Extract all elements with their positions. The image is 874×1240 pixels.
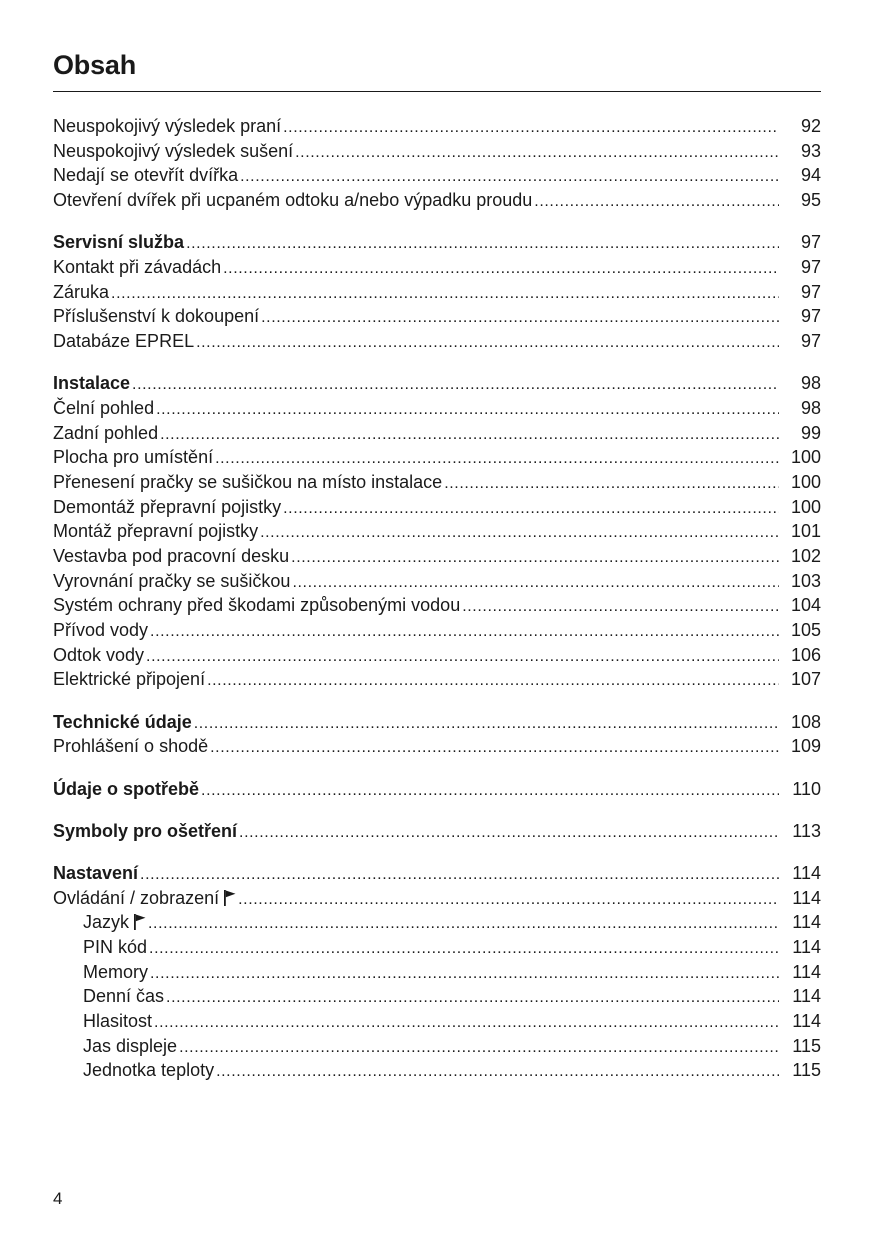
toc-entry-text: Otevření dvířek při ucpaném odtoku a/nebo výpadku proudu [53, 190, 533, 211]
toc-entry-text: Technické údaje [53, 711, 192, 732]
flag-icon [224, 890, 236, 906]
dot-leader [462, 595, 779, 620]
dot-leader [186, 232, 779, 257]
toc-entry-label [53, 255, 221, 280]
toc-page-number: 110 [792, 778, 821, 799]
toc-page-number: 114 [792, 887, 821, 908]
toc-section-heading[interactable] [53, 819, 821, 844]
toc-entry-label [53, 114, 281, 139]
toc-group [53, 371, 821, 692]
toc-entry-text: Symboly pro ošetření [53, 820, 238, 841]
toc-entry-text: Jas displeje [83, 1035, 178, 1056]
toc-group [53, 114, 821, 213]
toc-entry-text: Servisní služba [53, 232, 185, 253]
toc-entry[interactable] [53, 643, 821, 668]
toc-entry-text: Odtok vody [53, 644, 145, 665]
toc-entry-label [53, 593, 460, 618]
toc-entry[interactable] [53, 569, 821, 594]
toc-entry[interactable] [53, 984, 821, 1009]
toc-section-heading[interactable] [53, 861, 821, 886]
toc-entry-text: Přenesení pračky se sušičkou na místo instalace [53, 471, 443, 492]
toc-entry-text: Přívod vody [53, 620, 149, 641]
toc-entry-label [53, 569, 290, 594]
page-title: Obsah [53, 50, 137, 80]
toc-page-number: 97 [800, 232, 821, 253]
toc-page-number: 97 [800, 331, 821, 351]
toc-entry-text: Jednotka teploty [83, 1060, 215, 1081]
toc-page-number: 115 [792, 1060, 821, 1081]
toc-section-heading[interactable] [53, 777, 821, 802]
toc-page-number: 97 [800, 306, 821, 327]
dot-leader [156, 398, 779, 423]
toc-entry-label [53, 519, 258, 544]
toc-page-number: 93 [800, 140, 821, 161]
toc-section-heading[interactable] [53, 371, 821, 396]
dot-leader [534, 190, 779, 215]
toc-page-number: 101 [790, 521, 821, 542]
table-of-contents [53, 114, 821, 1083]
toc-entry[interactable] [53, 188, 821, 213]
toc-page-number: 114 [792, 912, 821, 933]
toc-entry-text: Databáze EPREL [53, 331, 195, 351]
toc-entry[interactable] [53, 1034, 821, 1059]
flag-icon [134, 914, 146, 930]
dot-leader [194, 712, 779, 737]
toc-entry-text: Ovládání / zobrazení [53, 887, 220, 908]
toc-section-heading[interactable] [53, 230, 821, 255]
toc-entry-text: Příslušenství k dokoupení [53, 306, 260, 327]
page-number: 4 [53, 1189, 63, 1208]
dot-leader [292, 571, 779, 596]
dot-leader [132, 373, 779, 398]
toc-entry-text: Prohlášení o shodě [53, 736, 209, 757]
toc-entry-label [53, 470, 442, 495]
dot-leader [283, 116, 779, 141]
toc-entry[interactable] [53, 667, 821, 692]
dot-leader [291, 546, 779, 571]
dot-leader [150, 620, 779, 645]
toc-group [53, 710, 821, 759]
toc-entry-label [53, 734, 208, 759]
toc-entry-text: Elektrické připojení [53, 669, 206, 690]
toc-page-number: 100 [790, 447, 821, 468]
toc-entry-text: Systém ochrany před škodami způsobenými vodou [53, 595, 461, 616]
toc-entry-text: Nedají se otevřít dvířka [53, 165, 239, 186]
toc-entry-label [53, 861, 138, 886]
toc-entry[interactable] [53, 421, 821, 446]
toc-entry-text: Denní čas [83, 986, 165, 1007]
toc-page-number: 102 [790, 546, 821, 566]
toc-page-number: 92 [800, 116, 821, 136]
title-divider [53, 91, 821, 92]
toc-entry-label [83, 935, 147, 960]
dot-leader [210, 736, 779, 761]
dot-leader [166, 986, 779, 1011]
toc-entry[interactable] [53, 886, 821, 911]
toc-entry-text: Plocha pro umístění [53, 447, 214, 468]
toc-entry-label [53, 667, 205, 692]
toc-entry-text: Memory [83, 961, 149, 982]
toc-entry-text: PIN kód [83, 936, 148, 957]
toc-entry[interactable] [53, 618, 821, 643]
toc-entry[interactable] [53, 114, 821, 139]
toc-entry-label [53, 819, 237, 844]
toc-entry-text: Hlasitost [83, 1011, 153, 1031]
toc-entry-text: Vestavba pod pracovní desku [53, 546, 290, 566]
toc-entry-label [53, 495, 281, 520]
toc-page-number: 97 [800, 256, 821, 277]
dot-leader [240, 165, 779, 190]
dot-leader [238, 888, 779, 913]
toc-entry-label [53, 886, 236, 911]
toc-entry-text: Zadní pohled [53, 422, 159, 443]
toc-entry[interactable] [53, 304, 821, 329]
toc-entry-label [83, 984, 164, 1009]
toc-entry[interactable] [53, 593, 821, 618]
dot-leader [207, 669, 779, 694]
dot-leader [260, 521, 779, 546]
toc-entry-label [53, 371, 130, 396]
dot-leader [283, 497, 779, 522]
toc-entry-label [53, 777, 199, 802]
toc-page-number: 94 [800, 165, 821, 186]
toc-page-number: 104 [790, 595, 821, 616]
toc-entry-label [53, 304, 259, 329]
toc-entry-label [83, 1009, 152, 1034]
toc-entry-label [53, 618, 148, 643]
dot-leader [160, 423, 779, 448]
toc-entry[interactable] [53, 734, 821, 759]
toc-page-number: 97 [800, 281, 821, 302]
toc-entry[interactable] [53, 396, 821, 421]
toc-entry-label [53, 544, 289, 569]
toc-entry-label [53, 280, 109, 305]
toc-entry[interactable] [53, 935, 821, 960]
toc-page-number: 98 [800, 373, 821, 394]
toc-group [53, 819, 821, 844]
dot-leader [146, 645, 779, 670]
toc-entry-text: Instalace [53, 373, 131, 394]
toc-entry-label [53, 643, 144, 668]
toc-entry[interactable] [53, 495, 821, 520]
toc-entry-label [83, 1034, 177, 1059]
toc-entry-label [53, 230, 184, 255]
toc-entry[interactable] [53, 329, 821, 354]
toc-page-number: 103 [790, 570, 821, 591]
toc-page-number: 108 [790, 711, 821, 732]
dot-leader [223, 257, 779, 282]
toc-entry[interactable] [53, 1009, 821, 1034]
dot-leader [148, 912, 779, 937]
toc-group [53, 777, 821, 802]
dot-leader [201, 779, 779, 804]
toc-entry[interactable] [53, 255, 821, 280]
dot-leader [215, 447, 779, 472]
toc-entry[interactable] [53, 910, 821, 935]
dot-leader [216, 1060, 779, 1085]
toc-entry-text: Vyrovnání pračky se sušičkou [53, 570, 291, 591]
dot-leader [261, 306, 779, 331]
dot-leader [239, 821, 779, 846]
dot-leader [444, 472, 779, 497]
toc-entry-text: Jazyk [83, 912, 130, 933]
toc-entry-text: Montáž přepravní pojistky [53, 521, 259, 542]
toc-entry-text: Neuspokojivý výsledek praní [53, 116, 282, 136]
toc-page-number: 115 [792, 1035, 821, 1056]
dot-leader [295, 141, 779, 166]
toc-entry-label [83, 960, 148, 985]
toc-entry-text: Kontakt při závadách [53, 256, 222, 277]
toc-entry[interactable] [53, 544, 821, 569]
toc-entry-label [53, 163, 238, 188]
toc-page-number: 98 [800, 397, 821, 418]
dot-leader [150, 962, 779, 987]
toc-page-number: 114 [792, 986, 821, 1007]
toc-group [53, 230, 821, 353]
dot-leader [154, 1011, 779, 1036]
toc-entry-text: Neuspokojivý výsledek sušení [53, 140, 294, 161]
toc-page-number: 114 [792, 862, 821, 883]
dot-leader [111, 282, 779, 307]
toc-page-number: 107 [790, 669, 821, 690]
toc-entry-label [83, 910, 146, 935]
toc-entry-label [53, 139, 293, 164]
toc-page-number: 100 [790, 496, 821, 517]
dot-leader [196, 331, 779, 356]
toc-entry-label [53, 188, 532, 213]
toc-entry-text: Nastavení [53, 862, 139, 883]
toc-entry[interactable] [53, 280, 821, 305]
toc-entry[interactable] [53, 163, 821, 188]
toc-page-number: 114 [792, 936, 821, 957]
toc-entry-text: Čelní pohled [53, 397, 155, 418]
toc-page-number: 109 [790, 736, 821, 757]
toc-page-number: 105 [790, 620, 821, 641]
toc-page-number: 114 [792, 961, 821, 982]
toc-entry-label [53, 710, 192, 735]
toc-page-number: 99 [800, 422, 821, 443]
toc-entry[interactable] [53, 445, 821, 470]
toc-page-number: 106 [790, 644, 821, 665]
toc-page-number: 114 [792, 1011, 821, 1031]
toc-group [53, 861, 821, 1083]
toc-entry-label [53, 396, 154, 421]
toc-entry-label [83, 1058, 214, 1083]
toc-page-number: 100 [790, 471, 821, 492]
dot-leader [149, 937, 779, 962]
toc-page-number: 95 [800, 190, 821, 211]
toc-page-number: 113 [792, 820, 821, 841]
toc-entry[interactable] [53, 1058, 821, 1083]
dot-leader [140, 863, 779, 888]
toc-section-heading[interactable] [53, 710, 821, 735]
toc-entry[interactable] [53, 519, 821, 544]
toc-entry-label [53, 421, 158, 446]
toc-entry-text: Záruka [53, 281, 110, 302]
toc-entry[interactable] [53, 139, 821, 164]
dot-leader [179, 1036, 779, 1061]
toc-entry-label [53, 445, 213, 470]
toc-entry[interactable] [53, 960, 821, 985]
toc-entry-text: Demontáž přepravní pojistky [53, 496, 282, 517]
toc-entry-label [53, 329, 194, 354]
toc-entry[interactable] [53, 470, 821, 495]
toc-entry-text: Údaje o spotřebě [53, 778, 200, 799]
